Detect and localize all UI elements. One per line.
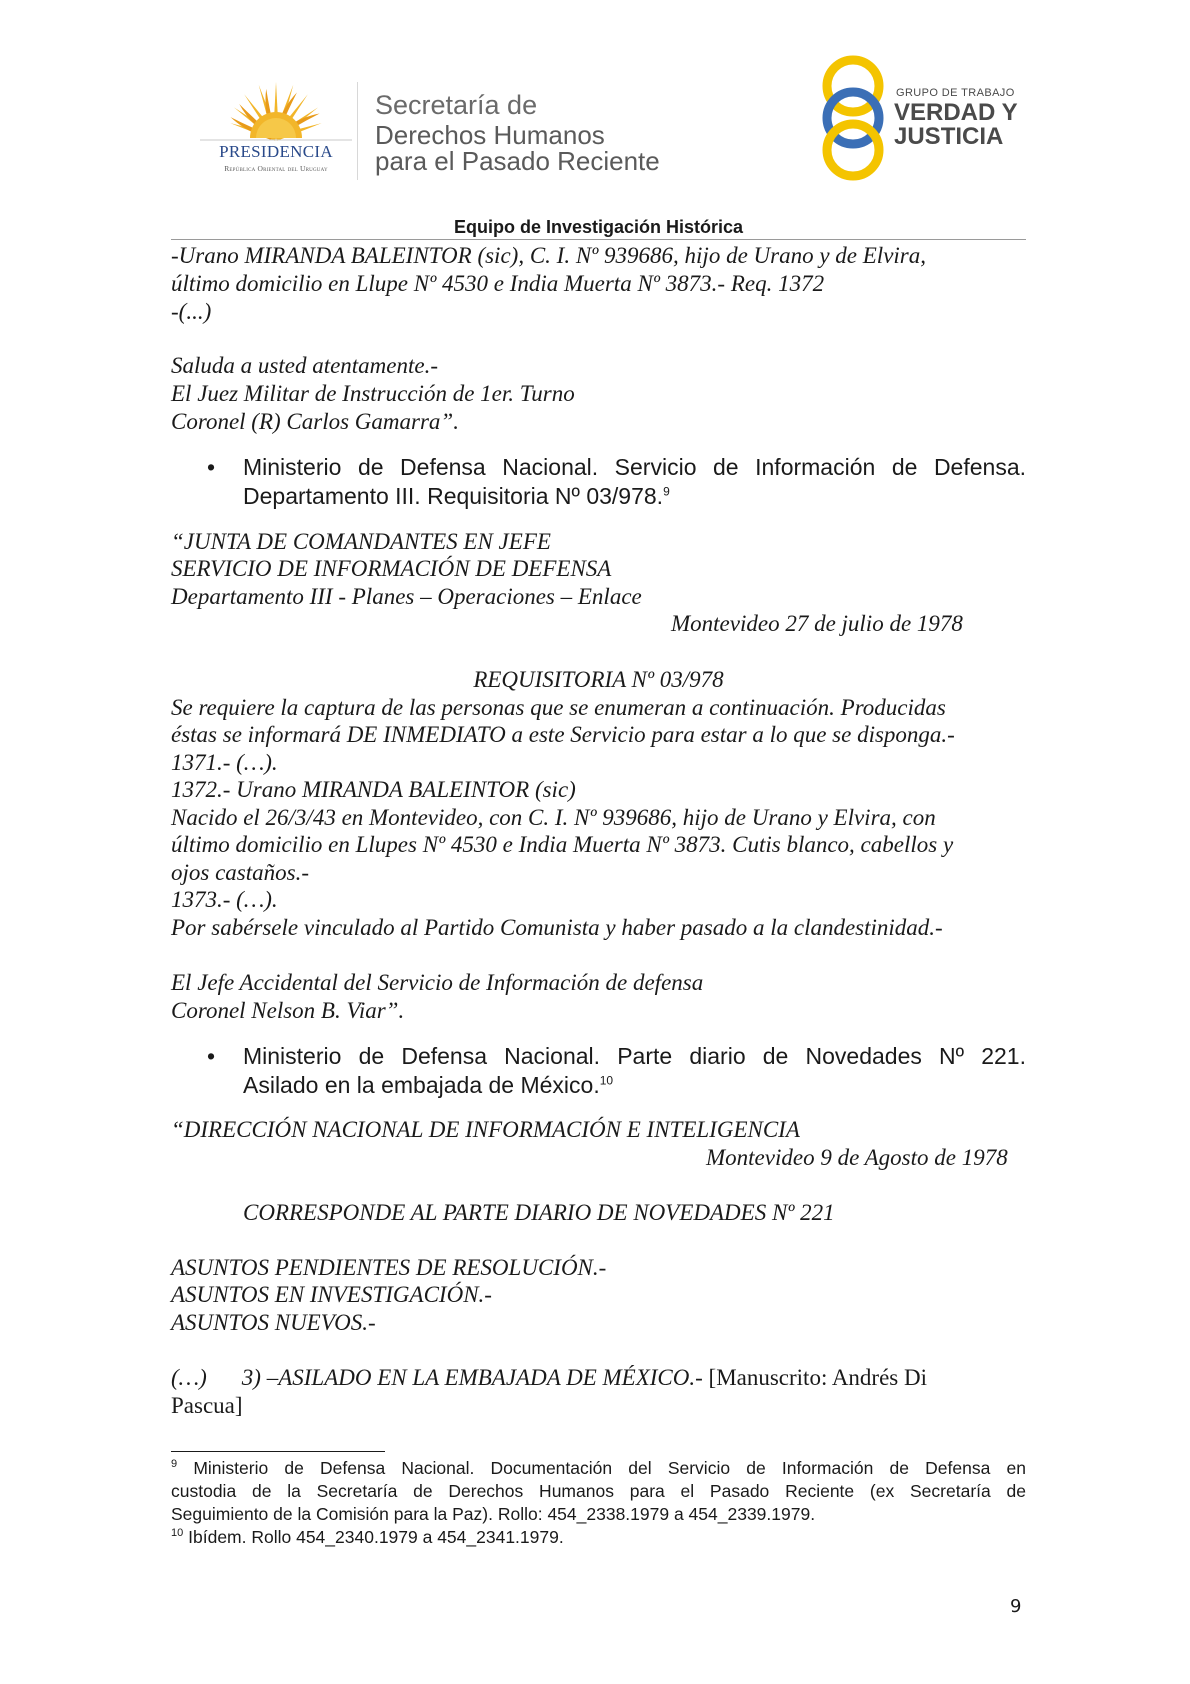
body-line: Se requiere la captura de las personas que se enumeran a continuación. Producidas: [171, 695, 946, 720]
body-line: -Urano MIRANDA BALEINTOR (sic), C. I. Nº 939686, hijo de Urano y de Elvira,: [171, 243, 926, 268]
gtvj-line2: JUSTICIA: [894, 123, 1004, 150]
header-divider: [357, 82, 358, 180]
secretaria-line3: para el Pasado Reciente: [375, 146, 660, 176]
parte-title: CORRESPONDE AL PARTE DIARIO DE NOVEDADES Nº 221: [243, 1200, 835, 1225]
body-line: ASUNTOS PENDIENTES DE RESOLUCIÓN.-: [171, 1255, 607, 1280]
gtvj-line1: VERDAD Y: [894, 99, 1018, 126]
presidencia-subtitle: República Oriental del Uruguay: [224, 164, 328, 173]
presidencia-logo: [196, 80, 356, 180]
body-line: -(...): [171, 299, 212, 324]
body-line: éstas se informará DE INMEDIATO a este Servicio para estar a lo que se disponga.-: [171, 722, 955, 747]
document-date: Montevideo 27 de julio de 1978: [671, 611, 963, 636]
secretaria-line1: Secretaría de: [375, 90, 538, 120]
manuscrito-note: [Manuscrito: Andrés Di: [702, 1365, 927, 1390]
gtvj-logo: [818, 55, 1028, 185]
footnote-9-line-2: custodia de la Secretaría de Derechos Humanos para el Pasado Reciente (ex Secretaría de: [171, 1481, 1026, 1501]
footnote-10-number: 10: [171, 1527, 184, 1540]
body-line: El Juez Militar de Instrucción de 1er. Turno: [171, 381, 575, 406]
footnote-9: [171, 1457, 1026, 1526]
bullet-2-line-2: [243, 1071, 613, 1100]
header-rule: [171, 239, 1026, 240]
footnote-9-line-3: Seguimiento de la Comisión para la Paz). Rollo: 454_2338.1979 a 454_2339.1979.: [171, 1504, 816, 1524]
bullet-marker: •: [207, 1043, 216, 1069]
footnote-separator: [171, 1451, 385, 1452]
body-line: Saluda a usted atentamente.-: [171, 353, 439, 378]
team-title: Equipo de Investigación Histórica: [453, 217, 744, 237]
bullet-1-line-1: Ministerio de Defensa Nacional. Servicio de Información de Defensa.: [243, 454, 1026, 480]
footnote-ref-10[interactable]: 10: [599, 1073, 614, 1088]
body-line: Coronel Nelson B. Viar”.: [171, 998, 405, 1023]
sun-icon: [196, 80, 356, 144]
body-line: ASUNTOS EN INVESTIGACIÓN.-: [171, 1282, 492, 1307]
body-line: Por sabérsele vinculado al Partido Comunista y haber pasado a la clandestinidad.-: [171, 915, 943, 940]
asilado-heading: 3) –ASILADO EN LA EMBAJADA DE MÉXICO.-: [241, 1365, 703, 1390]
bullet-1-line-2: [243, 482, 670, 511]
secretaria-line2: Derechos Humanos: [375, 120, 605, 150]
body-line: Departamento III - Planes – Operaciones – Enlace: [171, 584, 642, 609]
bullet-1-text: Departamento III. Requisitoria Nº 03/978.: [243, 483, 664, 509]
body-line: 1371.- (…).: [171, 750, 278, 775]
body-line: [171, 1364, 927, 1392]
body-line: “DIRECCIÓN NACIONAL DE INFORMACIÓN E INTELIGENCIA: [171, 1117, 800, 1142]
interlocked-rings-icon: [818, 55, 888, 181]
body-line: SERVICIO DE INFORMACIÓN DE DEFENSA: [171, 556, 612, 581]
page-number: 9: [1010, 1596, 1022, 1617]
body-line: último domicilio en Llupe Nº 4530 e India Muerta Nº 3873.- Req. 1372: [171, 271, 825, 296]
ellipsis-text: (…): [171, 1365, 207, 1390]
body-line: Nacido el 26/3/43 en Montevideo, con C. I. Nº 939686, hijo de Urano y Elvira, con: [171, 805, 936, 830]
gtvj-small-label: GRUPO DE TRABAJO: [896, 87, 1015, 99]
bullet-2-text: Asilado en la embajada de México.: [243, 1072, 600, 1098]
body-line: 1373.- (…).: [171, 887, 278, 912]
bullet-2-line-1: Ministerio de Defensa Nacional. Parte diario de Novedades Nº 221.: [243, 1043, 1026, 1069]
footnote-ref-9[interactable]: 9: [663, 484, 670, 499]
footnote-9-line-1: [171, 1457, 1026, 1480]
document-date: Montevideo 9 de Agosto de 1978: [706, 1145, 1008, 1170]
body-line: “JUNTA DE COMANDANTES EN JEFE: [171, 529, 551, 554]
body-line: 1372.- Urano MIRANDA BALEINTOR (sic): [171, 777, 576, 802]
body-line: ojos castaños.-: [171, 860, 309, 885]
presidencia-title: PRESIDENCIA: [219, 142, 333, 161]
body-line: último domicilio en Llupes Nº 4530 e India Muerta Nº 3873. Cutis blanco, cabellos y: [171, 832, 954, 857]
bullet-marker: •: [207, 454, 216, 480]
body-line: ASUNTOS NUEVOS.-: [171, 1310, 376, 1335]
footnote-10-text: Ibídem. Rollo 454_2340.1979 a 454_2341.1979.: [188, 1527, 564, 1547]
body-line: Coronel (R) Carlos Gamarra”.: [171, 409, 459, 434]
body-line: Pascua]: [171, 1393, 243, 1418]
footnote-9-text: Ministerio de Defensa Nacional. Documentación del Servicio de Información de Defensa en: [193, 1458, 1026, 1478]
footnote-10: [171, 1526, 564, 1549]
body-line: El Jefe Accidental del Servicio de Información de defensa: [171, 970, 704, 995]
requisitoria-title: REQUISITORIA Nº 03/978: [473, 667, 724, 692]
footnote-9-number: 9: [171, 1458, 178, 1471]
